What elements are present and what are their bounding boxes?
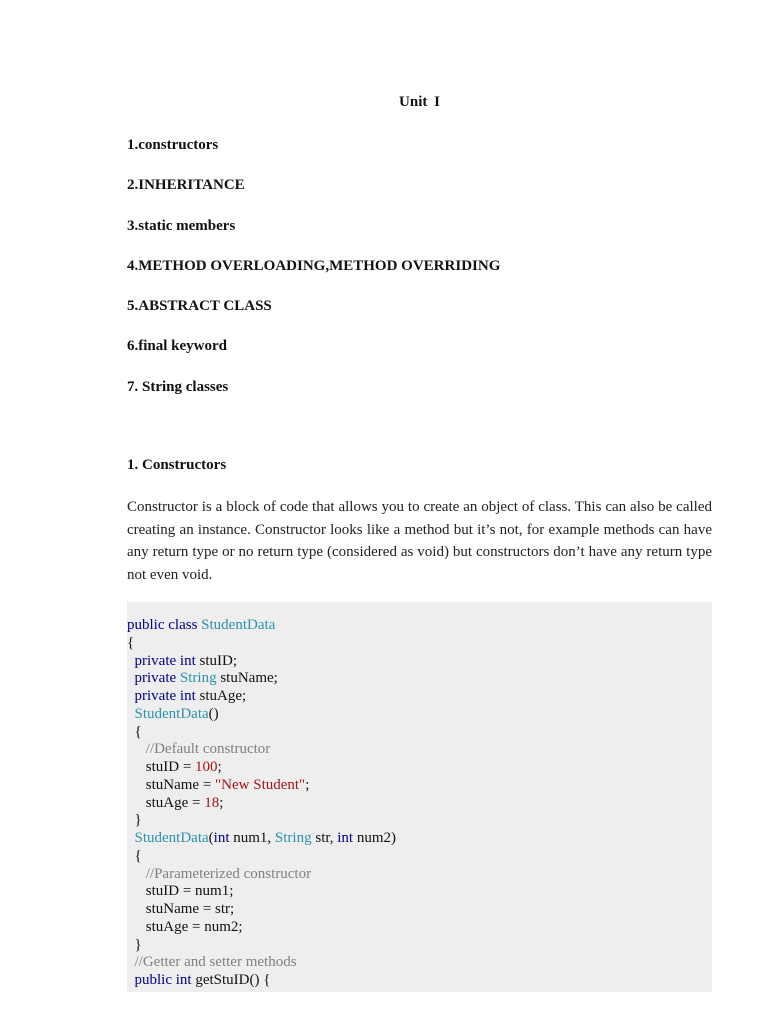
code-line [127, 653, 396, 671]
code-text: ( [208, 830, 214, 846]
code-text: stuName = [127, 776, 216, 793]
code-comment: //Parameterized constructor [127, 865, 312, 882]
toc-item: 3.static members [127, 217, 236, 234]
unit-title: Unit I [399, 94, 440, 110]
code-text: stuID = num1; [127, 883, 234, 900]
code-line [127, 670, 396, 688]
code-line [127, 741, 396, 759]
code-block [127, 602, 712, 992]
code-line [127, 866, 396, 884]
code-text: ; [217, 759, 222, 775]
code-keyword: int [337, 830, 357, 846]
code-keyword: public int [127, 972, 196, 988]
code-text: ; [219, 794, 224, 811]
code-lines [127, 617, 396, 990]
code-type: StudentData [201, 617, 276, 633]
code-comment: //Default constructor [127, 741, 271, 758]
code-line [127, 635, 396, 653]
code-text: stuName = str; [127, 901, 235, 917]
code-line [127, 901, 396, 919]
toc-item: 1.constructors [127, 137, 219, 153]
code-keyword: private int [127, 688, 200, 704]
code-text: getStuID() { [195, 972, 271, 988]
code-number: 18 [204, 794, 220, 811]
code-line [127, 795, 396, 813]
code-line [127, 812, 396, 830]
toc-item: 5.ABSTRACT CLASS [127, 298, 272, 315]
code-line [127, 688, 396, 706]
code-text: stuAge = [127, 794, 205, 811]
code-line [127, 954, 396, 972]
toc-item: 4.METHOD OVERLOADING,METHOD OVERRIDING [127, 257, 501, 274]
code-number: 100 [195, 759, 218, 775]
code-text: stuAge; [199, 688, 247, 704]
code-line [127, 759, 396, 777]
toc-item: 2.INHERITANCE [127, 177, 245, 194]
code-line [127, 883, 396, 901]
code-line [127, 617, 396, 635]
code-type: StudentData [127, 705, 209, 722]
code-type: String [274, 830, 316, 846]
code-line [127, 777, 396, 795]
code-text: { [127, 723, 142, 740]
code-line [127, 830, 396, 848]
code-line [127, 919, 396, 937]
code-text: ; [305, 776, 310, 793]
code-text: { [127, 634, 135, 651]
code-line [127, 937, 396, 955]
table-of-contents [127, 135, 500, 417]
code-text: stuName; [220, 670, 278, 687]
code-keyword: public class [127, 617, 202, 633]
code-text: stuID; [199, 652, 237, 669]
code-string: "New Student" [215, 776, 306, 793]
code-line [127, 972, 396, 990]
code-text: stuAge = num2; [127, 918, 243, 935]
code-text: num1, [233, 830, 275, 846]
code-line [127, 724, 396, 742]
code-text: { [127, 847, 142, 864]
code-text: str, [315, 830, 338, 846]
code-text: stuID = [127, 759, 196, 775]
code-keyword: private [127, 670, 180, 687]
code-line [127, 848, 396, 866]
code-text: } [127, 812, 142, 829]
code-type: String [179, 670, 221, 687]
code-keyword: private int [127, 652, 200, 669]
section-heading: 1. Constructors [127, 457, 227, 473]
code-line [127, 706, 396, 724]
code-type: StudentData [127, 830, 209, 846]
code-text: } [127, 936, 142, 953]
toc-item: 6.final keyword [127, 338, 228, 355]
code-text: num2) [356, 830, 397, 846]
intro-paragraph: Constructor is a block of code that allows you to create an object of class. This can also be called creating an instance. Constructor looks like a method but it’s not, for example methods can have any return type or no return type (considered as void) but constructors don’t have any return type not even void. [127, 499, 712, 583]
code-text: () [208, 705, 219, 722]
code-keyword: int [213, 830, 234, 846]
code-comment: //Getter and setter methods [127, 954, 297, 971]
toc-item: 7. String classes [127, 378, 229, 395]
